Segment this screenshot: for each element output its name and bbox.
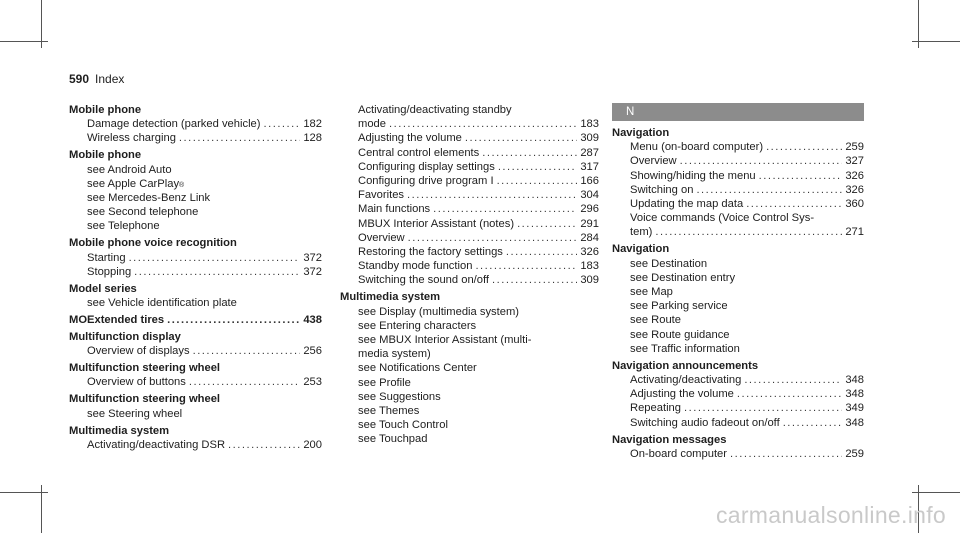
- index-entry-text: Adjusting the volume: [630, 388, 734, 401]
- dot-leader: [506, 245, 577, 259]
- index-entry: [340, 231, 599, 245]
- index-entry: [612, 299, 864, 313]
- index-entry: [340, 188, 599, 202]
- page-number: 590: [69, 72, 90, 86]
- index-entry-text: see MBUX Interior Assistant (multi-: [358, 334, 532, 347]
- page-ref: 348: [845, 388, 864, 401]
- page-ref: 309: [580, 132, 599, 145]
- index-entry-text: see Profile: [358, 376, 411, 389]
- index-entry: [340, 117, 599, 131]
- index-entry: [69, 117, 322, 131]
- index-entry: [340, 404, 599, 418]
- index-entry: [69, 438, 322, 452]
- index-entry-text: Central control elements: [358, 146, 480, 159]
- index-entry-text: see Steering wheel: [87, 407, 183, 420]
- index-entry-text: Updating the map data: [630, 198, 744, 211]
- page-ref: 287: [580, 146, 599, 159]
- index-heading-text: Model series: [69, 282, 137, 295]
- dot-leader: [766, 140, 842, 154]
- dot-leader: [730, 447, 842, 461]
- dot-leader: [228, 438, 300, 452]
- index-entry: [340, 103, 599, 117]
- index-heading-text: Mobile phone voice recognition: [69, 237, 237, 250]
- dot-leader: [759, 169, 843, 183]
- index-heading: [612, 242, 864, 256]
- index-heading-text: Navigation: [612, 243, 670, 256]
- index-entry: [69, 375, 322, 389]
- index-entry-text: Standby mode function: [358, 260, 473, 273]
- index-entry-text: see Parking service: [630, 300, 728, 313]
- index-entry-text: Menu (on-board computer): [630, 141, 764, 154]
- index-entry: [612, 416, 864, 430]
- index-entry-text: see Notifications Center: [358, 362, 477, 375]
- page-ref: 372: [303, 251, 322, 264]
- index-entry-text: Repeating: [630, 402, 682, 415]
- index-entry-text: Switching audio fadeout on/off: [630, 416, 780, 429]
- index-entry-text: see Apple CarPlay: [87, 177, 180, 190]
- index-heading-text: Multifunction display: [69, 331, 181, 344]
- dot-leader: [696, 183, 842, 197]
- index-entry: [69, 251, 322, 265]
- index-entry-text: see Second telephone: [87, 206, 199, 219]
- index-entry-text: Switching the sound on/off: [358, 274, 490, 287]
- page-ref: 438: [303, 314, 322, 327]
- dot-leader: [134, 265, 300, 279]
- dot-leader: [746, 197, 842, 211]
- dot-leader: [433, 202, 577, 216]
- dot-leader: [179, 131, 300, 145]
- index-heading-text: Mobile phone: [69, 149, 142, 162]
- index-entry: [612, 257, 864, 271]
- index-entry: [612, 211, 864, 225]
- index-entry: [340, 390, 599, 404]
- index-entry-text: see Destination entry: [630, 271, 736, 284]
- index-entry: [340, 361, 599, 375]
- page-ref: 296: [580, 203, 599, 216]
- index-entry: [340, 273, 599, 287]
- page-ref: 253: [303, 376, 322, 389]
- page-ref: 128: [303, 132, 322, 145]
- index-heading-text: Multimedia system: [340, 291, 441, 304]
- index-entry: [69, 191, 322, 205]
- dot-leader: [407, 188, 577, 202]
- dot-leader: [684, 401, 842, 415]
- index-entry: [612, 313, 864, 327]
- page-ref: 200: [303, 438, 322, 451]
- page-ref: 327: [845, 155, 864, 168]
- index-entry-text: Stopping: [87, 265, 132, 278]
- index-entry-text: see Mercedes-Benz Link: [87, 192, 211, 205]
- page-ref: 326: [580, 246, 599, 259]
- index-entry-text: see Touch Control: [358, 419, 448, 432]
- page-ref: 304: [580, 189, 599, 202]
- index-entry-text: Starting: [87, 251, 126, 264]
- index-entry-text: Configuring display settings: [358, 160, 495, 173]
- index-entry-text: see Destination: [630, 257, 708, 270]
- index-heading-text: Mobile phone: [69, 104, 142, 116]
- index-heading-text: MOExtended tires: [69, 314, 165, 327]
- dot-leader: [482, 146, 577, 160]
- index-entry-text: Overview: [358, 231, 405, 244]
- page-ref: 166: [580, 175, 599, 188]
- index-heading: [340, 290, 599, 304]
- index-heading: [69, 103, 322, 117]
- index-heading: [69, 392, 322, 406]
- index-column-1: [69, 103, 322, 452]
- page-ref: 349: [845, 402, 864, 415]
- index-entry-text: Switching on: [630, 183, 694, 196]
- index-heading: [69, 313, 322, 327]
- index-entry: [69, 163, 322, 177]
- index-entry-text: see Entering characters: [358, 319, 477, 332]
- page-ref: 284: [580, 231, 599, 244]
- index-entry-text: Damage detection (parked vehicle): [87, 118, 261, 131]
- dot-leader: [465, 131, 577, 145]
- dot-leader: [737, 387, 842, 401]
- index-entry: [69, 407, 322, 421]
- index-entry-text: see Telephone: [87, 220, 160, 233]
- index-entry-text: media system): [358, 348, 431, 361]
- page-ref: 372: [303, 265, 322, 278]
- dot-leader: [129, 251, 301, 265]
- page-ref: 348: [845, 374, 864, 387]
- index-entry-text: Activating/deactivating DSR: [87, 438, 226, 451]
- index-entry: see Apple CarPlay ®: [87, 177, 185, 190]
- page-ref: 326: [845, 183, 864, 196]
- index-entry: [612, 183, 864, 197]
- index-entry: [612, 140, 864, 154]
- index-heading-text: Multifunction steering wheel: [69, 362, 221, 375]
- index-entry-text: Overview of buttons: [87, 376, 186, 389]
- index-entry: [340, 305, 599, 319]
- index-entry: [340, 160, 599, 174]
- index-heading-text: Navigation messages: [612, 433, 727, 446]
- index-entry-text: Showing/hiding the menu: [630, 169, 756, 182]
- index-heading-text: Navigation announcements: [612, 359, 759, 372]
- dot-leader: [680, 154, 843, 168]
- index-entry: [612, 271, 864, 285]
- index-entry: [612, 154, 864, 168]
- dot-leader: [492, 273, 577, 287]
- dot-leader: [189, 375, 300, 389]
- index-entry-text: see Suggestions: [358, 390, 441, 403]
- index-entry-text: MBUX Interior Assistant (notes): [358, 217, 515, 230]
- page-ref: 183: [580, 260, 599, 273]
- index-entry-text: Configuring drive program I: [358, 175, 494, 188]
- index-entry: [612, 387, 864, 401]
- index-entry: [340, 319, 599, 333]
- page-header: [69, 72, 124, 86]
- page-ref: 348: [845, 416, 864, 429]
- dot-leader: [389, 117, 577, 131]
- index-entry-text: On-board computer: [630, 447, 728, 460]
- dot-leader: [498, 160, 578, 174]
- index-entry-text: Activating/deactivating standby: [358, 104, 512, 116]
- index-heading: [612, 433, 864, 447]
- index-entry: [340, 245, 599, 259]
- index-entry: [340, 131, 599, 145]
- dot-leader: [167, 313, 300, 327]
- index-entry: [340, 259, 599, 273]
- index-entry-text: Main functions: [358, 203, 431, 216]
- page-ref: 360: [845, 198, 864, 211]
- dot-leader: [783, 416, 843, 430]
- index-entry-text: see Traffic information: [630, 342, 740, 355]
- dot-leader: [193, 344, 301, 358]
- page-ref: 326: [845, 169, 864, 182]
- index-entry-text: mode: [358, 118, 386, 131]
- dot-leader: [408, 231, 578, 245]
- index-entry: [340, 146, 599, 160]
- index-entry: [340, 418, 599, 432]
- index-entry-text: see Route guidance: [630, 328, 730, 341]
- index-entry: [612, 169, 864, 183]
- index-column-3: [612, 103, 864, 461]
- index-heading: [612, 359, 864, 373]
- index-entry: [340, 217, 599, 231]
- dot-leader: [497, 174, 578, 188]
- page-ref: 291: [580, 217, 599, 230]
- index-heading: [69, 361, 322, 375]
- index-entry-text: Voice commands (Voice Control Sys-: [630, 212, 815, 225]
- dot-leader: [264, 117, 301, 131]
- index-entry-text: Restoring the factory settings: [358, 246, 503, 259]
- dot-leader: [744, 373, 842, 387]
- index-entry-text: Favorites: [358, 189, 405, 202]
- index-entry-text: see Android Auto: [87, 163, 172, 176]
- index-entry: [612, 373, 864, 387]
- index-entry: [69, 131, 322, 145]
- index-entry: [340, 174, 599, 188]
- index-entry-text: see Vehicle identification plate: [87, 297, 237, 310]
- index-heading: [612, 126, 864, 140]
- crop-mark: [0, 41, 48, 42]
- dot-leader: [655, 225, 842, 239]
- crop-mark: [912, 41, 960, 42]
- index-heading: [69, 282, 322, 296]
- index-entry-text: see Themes: [358, 405, 420, 418]
- page-ref: 183: [580, 118, 599, 131]
- dot-leader: [517, 217, 577, 231]
- index-entry-text: Activating/deactivating: [630, 374, 742, 387]
- index-entry-text: see Touchpad: [358, 433, 428, 446]
- index-entry: [340, 432, 599, 446]
- page-ref: 317: [580, 160, 599, 173]
- index-heading: [69, 424, 322, 438]
- index-entry: [612, 285, 864, 299]
- index-heading: [69, 236, 322, 250]
- index-entry: [69, 205, 322, 219]
- index-entry: [612, 328, 864, 342]
- letter-heading: N: [612, 103, 864, 121]
- index-entry: [612, 447, 864, 461]
- page-ref: 259: [845, 447, 864, 460]
- index-heading-text: Multifunction steering wheel: [69, 393, 221, 406]
- index-entry-text: see Route: [630, 314, 681, 327]
- section-title: Index: [95, 72, 125, 86]
- index-column-2: [340, 103, 599, 447]
- crop-mark: [912, 492, 960, 493]
- watermark: carmanualsonline.info: [715, 502, 946, 528]
- index-entry-text: see Map: [630, 286, 673, 299]
- crop-mark: [0, 492, 48, 493]
- index-entry: [340, 333, 599, 347]
- index-entry: [340, 347, 599, 361]
- index-entry-text: Wireless charging: [87, 132, 176, 145]
- index-entry: [612, 197, 864, 211]
- index-entry: [612, 342, 864, 356]
- index-entry: [69, 296, 322, 310]
- index-heading: [69, 148, 322, 162]
- page-ref: 309: [580, 274, 599, 287]
- page-ref: 182: [303, 118, 322, 131]
- index-entry: [612, 225, 864, 239]
- index-entry: [69, 219, 322, 233]
- index-entry-text: tem): [630, 226, 653, 239]
- index-entry: [69, 344, 322, 358]
- index-heading-text: Multimedia system: [69, 424, 170, 437]
- index-entry-text: see Display (multimedia system): [358, 305, 520, 318]
- page-ref: 259: [845, 141, 864, 154]
- index-entry: [69, 265, 322, 279]
- index-entry: [340, 202, 599, 216]
- index-entry: [340, 376, 599, 390]
- page-ref: 271: [845, 226, 864, 239]
- index-entry: [612, 401, 864, 415]
- index-heading: [69, 330, 322, 344]
- index-entry-text: Overview of displays: [87, 345, 190, 358]
- dot-leader: [475, 259, 577, 273]
- page-ref: 256: [303, 345, 322, 358]
- index-heading-text: Navigation: [612, 127, 670, 139]
- index-entry-text: Overview: [630, 155, 677, 168]
- index-entry-text: Adjusting the volume: [358, 132, 462, 145]
